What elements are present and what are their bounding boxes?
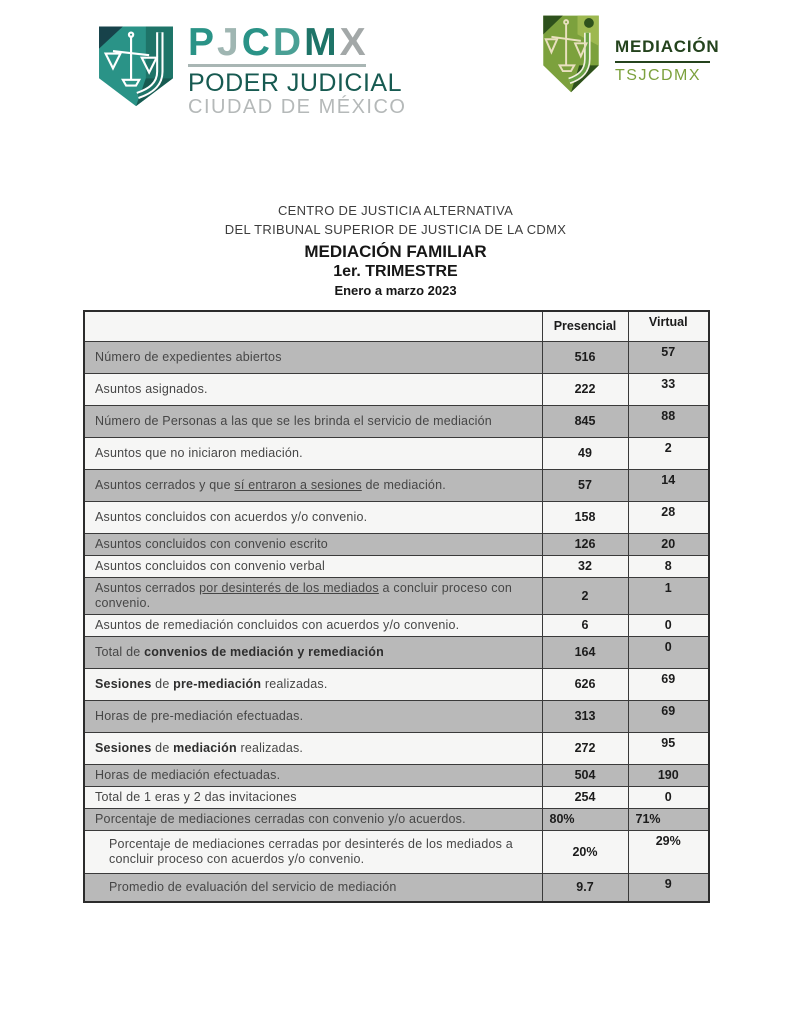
presencial-value: 32: [542, 555, 628, 577]
virtual-value: 29%: [628, 830, 709, 873]
virtual-value: 190: [628, 764, 709, 786]
virtual-value: 95: [628, 732, 709, 764]
statistics-table-container: [83, 310, 710, 903]
virtual-value: 0: [628, 786, 709, 808]
row-label: Asuntos cerrados y que sí entraron a sesiones de mediación.: [84, 469, 542, 501]
row-label: Asuntos concluidos con convenio verbal: [84, 555, 542, 577]
presencial-value: 504: [542, 764, 628, 786]
table-row: [84, 373, 709, 405]
row-label: Número de Personas a las que se les brinda el servicio de mediación: [84, 405, 542, 437]
table-row: [84, 732, 709, 764]
mediacion-logo: [540, 13, 719, 103]
row-label: Asuntos cerrados por desinterés de los mediados a concluir proceso con convenio.: [84, 577, 542, 614]
logo-divider: [615, 61, 710, 63]
table-row: [84, 405, 709, 437]
virtual-value: 1: [628, 577, 709, 614]
table-row: [84, 469, 709, 501]
virtual-value: 28: [628, 501, 709, 533]
brand-letter: X: [339, 21, 369, 64]
mediacion-shield-icon: [540, 13, 602, 103]
heading-line-2: DEL TRIBUNAL SUPERIOR DE JUSTICIA DE LA CDMX: [224, 222, 567, 237]
presencial-value: 222: [542, 373, 628, 405]
table-row: [84, 501, 709, 533]
table-row: [84, 614, 709, 636]
period-label: Enero a marzo 2023: [334, 283, 457, 298]
ciudad-de-mexico-label: CIUDAD DE MÉXICO: [188, 96, 407, 119]
row-label: Sesiones de pre-mediación realizadas.: [84, 668, 542, 700]
row-label: Total de 1 eras y 2 das invitaciones: [84, 786, 542, 808]
presencial-value: 626: [542, 668, 628, 700]
presencial-value: 516: [542, 341, 628, 373]
table-row: [84, 555, 709, 577]
table-row: [84, 668, 709, 700]
presencial-value: 126: [542, 533, 628, 555]
row-label: Porcentaje de mediaciones cerradas con convenio y/o acuerdos.: [84, 808, 542, 830]
presencial-value: 20%: [542, 830, 628, 873]
table-header-row: [84, 311, 709, 341]
virtual-value: 9: [628, 873, 709, 902]
presencial-value: 254: [542, 786, 628, 808]
presencial-value: 164: [542, 636, 628, 668]
pjcdmx-wordmark: [188, 21, 406, 64]
brand-letter: P: [188, 21, 218, 64]
presencial-value: 313: [542, 700, 628, 732]
row-label: Porcentaje de mediaciones cerradas por desinterés de los mediados a concluir proceso con acuerdos y/o convenio.: [84, 830, 542, 873]
table-row: [84, 341, 709, 373]
brand-letter: M: [304, 21, 340, 64]
presencial-column-header: Presencial: [542, 311, 628, 341]
presencial-value: 9.7: [542, 873, 628, 902]
presencial-value: 158: [542, 501, 628, 533]
virtual-value: 20: [628, 533, 709, 555]
row-label: Promedio de evaluación del servicio de mediación: [84, 873, 542, 902]
table-row: [84, 808, 709, 830]
row-label: Asuntos asignados.: [84, 373, 542, 405]
row-label: Asuntos que no iniciaron mediación.: [84, 437, 542, 469]
stats-table-body: [84, 341, 709, 902]
virtual-value: 0: [628, 614, 709, 636]
virtual-value: 8: [628, 555, 709, 577]
virtual-value: 71%: [628, 808, 709, 830]
virtual-column-header: Virtual: [628, 311, 709, 341]
presencial-value: 49: [542, 437, 628, 469]
poder-judicial-label: PODER JUDICIAL: [188, 69, 402, 98]
virtual-value: 88: [628, 405, 709, 437]
presencial-value: 6: [542, 614, 628, 636]
empty-header-cell: [84, 311, 542, 341]
brand-letter: C: [241, 21, 273, 64]
mediacion-label: MEDIACIÓN: [615, 37, 720, 56]
table-row: [84, 577, 709, 614]
table-row: [84, 533, 709, 555]
heading-line-1: CENTRO DE JUSTICIA ALTERNATIVA: [277, 203, 514, 218]
mediacion-statistics-table: [83, 310, 710, 903]
page-title: MEDIACIÓN FAMILIAR: [304, 242, 487, 261]
virtual-value: 69: [628, 668, 709, 700]
virtual-value: 33: [628, 373, 709, 405]
brand-letter: D: [272, 21, 305, 64]
pjcdmx-logo: [94, 21, 407, 119]
virtual-value: 57: [628, 341, 709, 373]
presencial-value: 80%: [542, 808, 628, 830]
row-label: Total de convenios de mediación y remediación: [84, 636, 542, 668]
table-row: [84, 700, 709, 732]
brand-letter: J: [217, 21, 242, 64]
logo-divider: [188, 64, 366, 67]
trimester-subtitle: 1er. TRIMESTRE: [333, 263, 458, 280]
virtual-value: 0: [628, 636, 709, 668]
row-label: Número de expedientes abiertos: [84, 341, 542, 373]
row-label: Horas de mediación efectuadas.: [84, 764, 542, 786]
table-row: [84, 786, 709, 808]
presencial-value: 57: [542, 469, 628, 501]
table-row: [84, 764, 709, 786]
presencial-value: 845: [542, 405, 628, 437]
table-row: [84, 873, 709, 902]
tsjcdmx-label: TSJCDMX: [615, 67, 702, 84]
row-label: Horas de pre-mediación efectuadas.: [84, 700, 542, 732]
table-row: [84, 830, 709, 873]
row-label: Asuntos concluidos con convenio escrito: [84, 533, 542, 555]
presencial-value: 2: [542, 577, 628, 614]
row-label: Sesiones de mediación realizadas.: [84, 732, 542, 764]
pjcdmx-logo-text: [188, 21, 407, 119]
virtual-value: 69: [628, 700, 709, 732]
pjcdmx-shield-icon: [94, 24, 178, 116]
presencial-value: 272: [542, 732, 628, 764]
row-label: Asuntos concluidos con acuerdos y/o convenio.: [84, 501, 542, 533]
table-row: [84, 437, 709, 469]
virtual-value: 14: [628, 469, 709, 501]
document-heading: [0, 201, 791, 300]
virtual-value: 2: [628, 437, 709, 469]
mediacion-logo-text: [615, 13, 719, 85]
row-label: Asuntos de remediación concluidos con acuerdos y/o convenio.: [84, 614, 542, 636]
table-row: [84, 636, 709, 668]
